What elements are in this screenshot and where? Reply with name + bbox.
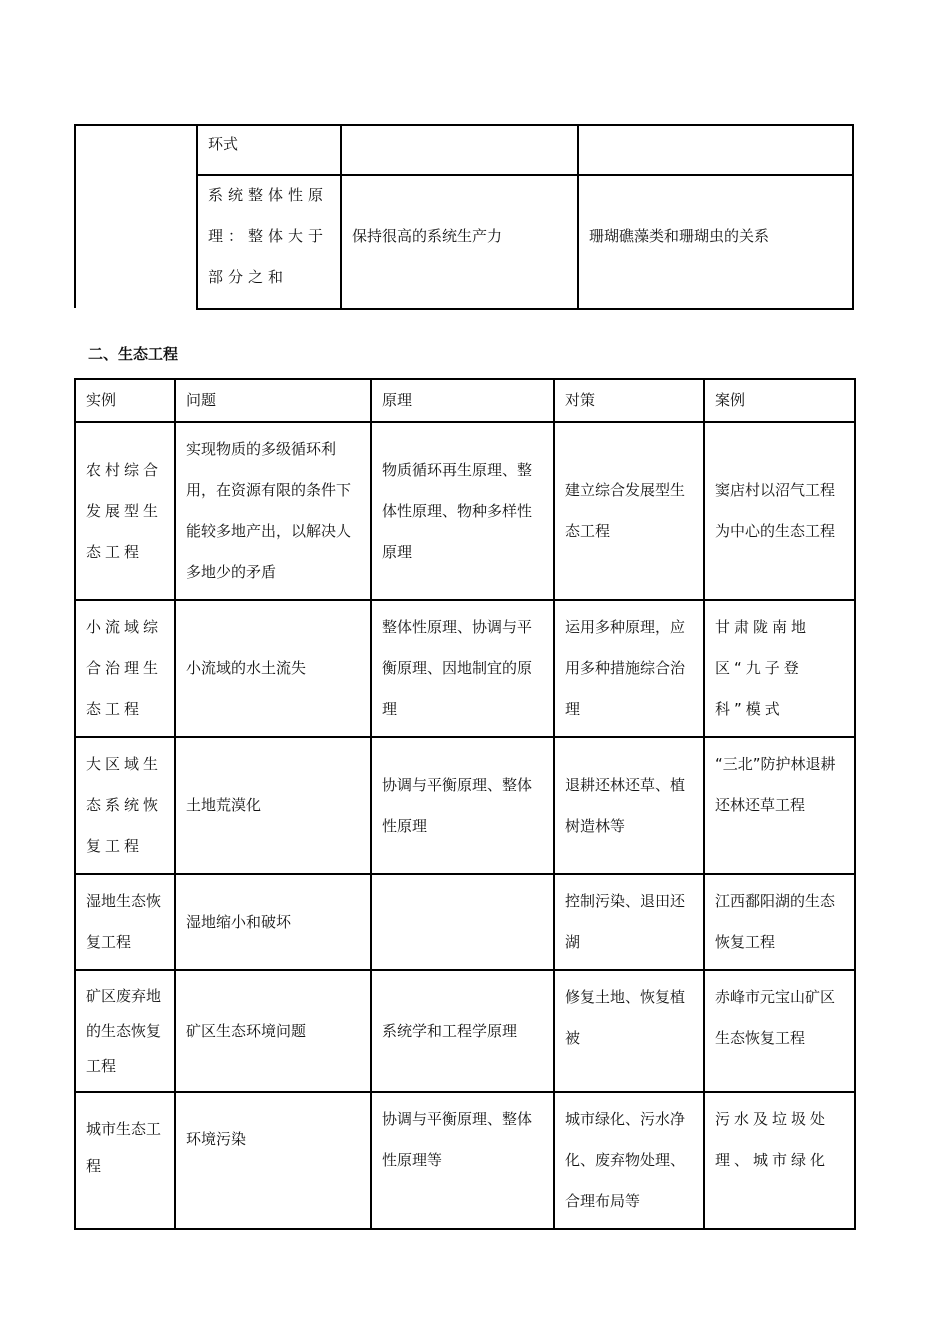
table-row	[75, 737, 855, 874]
table-row	[75, 970, 855, 1092]
problem-cell: 土地荒漠化	[175, 737, 371, 874]
case-cell: 窦店村以沼气工程为中心的生态工程	[704, 422, 855, 600]
example-cell: 珊瑚礁藻类和珊瑚虫的关系	[589, 227, 770, 245]
table-border	[340, 124, 342, 310]
column-header: 原理	[371, 379, 554, 422]
case-cell: 污水及垃圾处理、城市绿化	[704, 1092, 855, 1229]
column-header: 案例	[704, 379, 855, 422]
table-border	[74, 124, 76, 308]
problem-cell: 小流域的水土流失	[175, 600, 371, 737]
measure-cell: 修复土地、恢复植被	[554, 970, 704, 1092]
continued-principles-table	[74, 124, 854, 310]
measure-cell: 退耕还林还草、植树造林等	[554, 737, 704, 874]
measure-cell: 运用多种原理，应用多种措施综合治理	[554, 600, 704, 737]
case-cell: 赤峰市元宝山矿区生态恢复工程	[704, 970, 855, 1092]
example-cell: 湿地生态恢复工程	[75, 874, 175, 970]
table-row	[75, 422, 855, 600]
section-title: 二、生态工程	[88, 345, 179, 363]
case-cell: 江西鄱阳湖的生态恢复工程	[704, 874, 855, 970]
case-cell: “三北”防护林退耕还林还草工程	[704, 737, 855, 874]
measure-cell: 城市绿化、污水净化、废弃物处理、合理布局等	[554, 1092, 704, 1229]
example-cell: 城市生态工程	[75, 1092, 175, 1229]
effect-cell: 保持很高的系统生产力	[352, 227, 503, 245]
measure-cell: 建立综合发展型生态工程	[554, 422, 704, 600]
table-border	[852, 124, 854, 310]
case-cell: 甘肃陇南地区“九子登科”模式	[704, 600, 855, 737]
problem-cell: 湿地缩小和破坏	[175, 874, 371, 970]
column-header: 实例	[75, 379, 175, 422]
problem-cell: 实现物质的多级循环利用，在资源有限的条件下能较多地产出，以解决人多地少的矛盾	[175, 422, 371, 600]
table-header-row	[75, 379, 855, 422]
principle-cell: 环式	[208, 135, 239, 153]
principle-cell: 协调与平衡原理、整体性原理	[371, 737, 554, 874]
example-cell: 大区域生态系统恢复工程	[75, 737, 175, 874]
principle-cell: 物质循环再生原理、整体性原理、物种多样性原理	[371, 422, 554, 600]
table-row	[75, 874, 855, 970]
problem-cell: 矿区生态环境问题	[175, 970, 371, 1092]
example-cell: 矿区废弃地的生态恢复工程	[75, 970, 175, 1092]
measure-cell: 控制污染、退田还湖	[554, 874, 704, 970]
ecological-engineering-table	[74, 378, 856, 1230]
column-header: 对策	[554, 379, 704, 422]
principle-cell: 协调与平衡原理、整体性原理等	[371, 1092, 554, 1229]
table-row	[75, 600, 855, 737]
table-border	[196, 124, 198, 310]
table-border	[577, 124, 579, 310]
example-cell: 农村综合发展型生态工程	[75, 422, 175, 600]
problem-cell: 环境污染	[175, 1092, 371, 1229]
column-header: 问题	[175, 379, 371, 422]
example-cell: 小流域综合治理生态工程	[75, 600, 175, 737]
table-border	[196, 308, 854, 310]
principle-cell: 整体性原理、协调与平衡原理、因地制宜的原理	[371, 600, 554, 737]
principle-cell: 系统学和工程学原理	[371, 970, 554, 1092]
table-border	[74, 124, 854, 126]
principle-cell	[371, 874, 554, 970]
principle-cell: 系统整体性原理：整体大于部分之和	[208, 186, 329, 286]
table-row	[75, 1092, 855, 1229]
